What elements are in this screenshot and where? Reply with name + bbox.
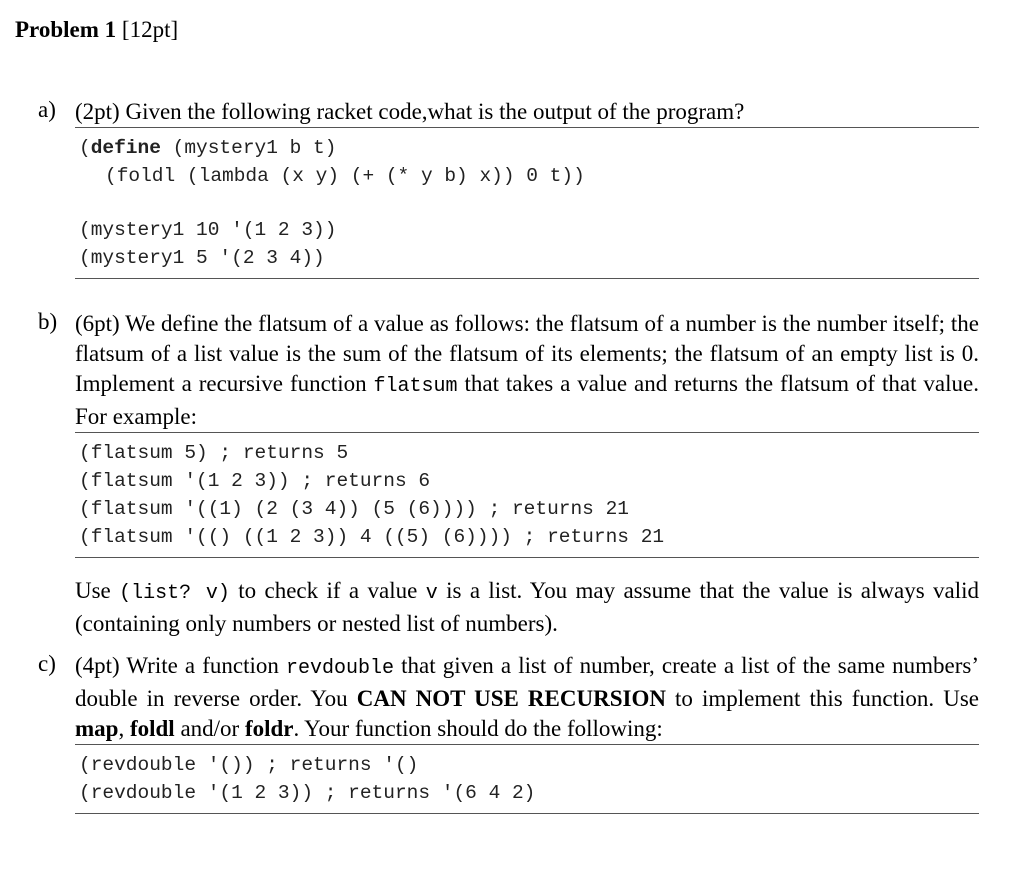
problem-title: Problem 1	[15, 17, 117, 42]
part-b-label: b)	[38, 309, 58, 334]
part-b-examples	[75, 432, 979, 558]
revdouble-fn-name: revdouble	[285, 657, 395, 680]
part-b	[38, 309, 979, 639]
var-v: v	[425, 582, 438, 605]
part-b-note: Use (list? v) to check if a value v is a list. You may assume that the value is always valid (containing only numbers or nested list of numbers).	[75, 578, 980, 636]
code-line-4: (mystery1 5 '(2 3 4))	[79, 247, 325, 269]
example-line: (flatsum '(1 2 3)) ; returns 6	[79, 470, 431, 492]
part-c-label: c)	[38, 651, 56, 676]
part-a-question: (2pt) Given the following racket code,what is the output of the program?	[75, 99, 745, 124]
flatsum-fn-name: flatsum	[373, 375, 458, 398]
example-line: (flatsum 5) ; returns 5	[79, 442, 349, 464]
part-c	[38, 651, 979, 814]
part-c-examples	[75, 744, 979, 814]
code-line-3: (mystery1 10 '(1 2 3))	[79, 219, 337, 241]
part-a-code	[75, 127, 979, 279]
part-a	[38, 97, 979, 279]
list-check-code: (list? v)	[119, 582, 230, 605]
code-line-1: (define (mystery1 b t)	[79, 137, 337, 159]
example-line: (flatsum '((1) (2 (3 4)) (5 (6)))) ; returns 21	[79, 498, 629, 520]
part-a-label: a)	[38, 97, 56, 122]
part-c-question: (4pt) Write a function revdouble that given a list of number, create a list of the same numbers’ double in reverse order. You CAN NOT USE RECURSION to implement this function. Use map, foldl and/or foldr. Your function should do the following:	[75, 653, 980, 741]
problem-heading	[15, 17, 178, 43]
example-line: (revdouble '(1 2 3)) ; returns '(6 4 2)	[79, 782, 536, 804]
part-b-question: (6pt) We define the flatsum of a value as follows: the flatsum of a number is the number itself; the flatsum of a list value is the sum of the flatsum of its elements; the flatsum of an empty list is 0. Implement a recursive function flatsum that takes a value and returns the flatsum of that value. For example:	[75, 311, 979, 429]
example-line: (revdouble '()) ; returns '()	[79, 754, 419, 776]
example-line: (flatsum '(() ((1 2 3)) 4 ((5) (6)))) ; returns 21	[79, 526, 665, 548]
define-keyword: define	[90, 137, 161, 159]
code-line-2: (foldl (lambda (x y) (+ (* y b) x)) 0 t))	[105, 165, 585, 187]
problem-points: [12pt]	[121, 17, 179, 42]
